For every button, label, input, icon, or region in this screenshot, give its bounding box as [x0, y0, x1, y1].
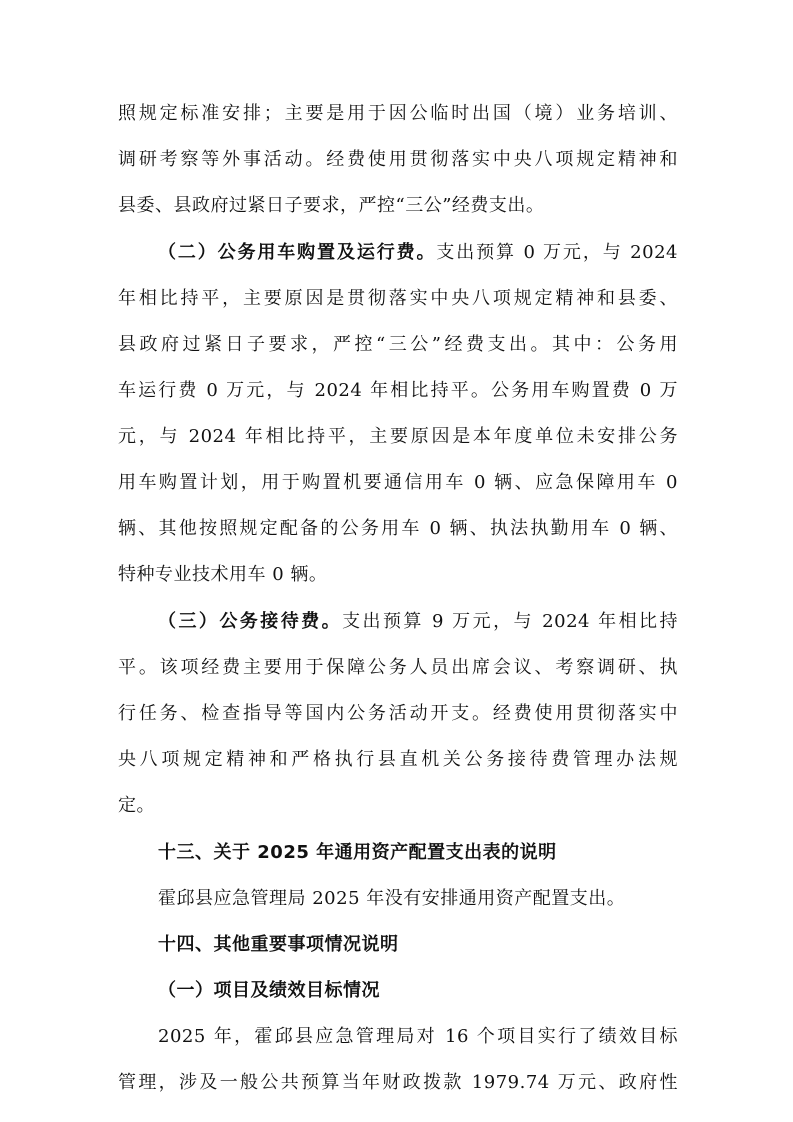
paragraph-line: 县政府过紧日子要求，严控“三公”经费支出。其中：公务用 — [118, 334, 678, 355]
paragraph-text: 支出预算 9 万元，与 2024 年相比持 — [342, 611, 679, 632]
section-14-subtitle: （一）项目及绩效目标情况 — [158, 980, 380, 1001]
paragraph-first-line — [118, 240, 678, 266]
paragraph-line: 调研考察等外事活动。经费使用贯彻落实中央八项规定精神和 — [118, 149, 678, 170]
paragraph-line: 管理，涉及一般公共预算当年财政拨款 1979.74 万元、政府性 — [118, 1072, 678, 1093]
paragraph-line: 行任务、检查指导等国内公务活动开支。经费使用贯彻落实中 — [118, 703, 678, 724]
paragraph-line: 央八项规定精神和严格执行县直机关公务接待费管理办法规 — [118, 749, 678, 770]
paragraph-line: 用车购置计划，用于购置机要通信用车 0 辆、应急保障用车 0 — [118, 472, 678, 493]
paragraph-line: 元，与 2024 年相比持平，主要原因是本年度单位未安排公务 — [118, 426, 678, 447]
paragraph-line: 辆、其他按照规定配备的公务用车 0 辆、执法执勤用车 0 辆、 — [118, 518, 678, 539]
section-13-title: 十三、关于 2025 年通用资产配置支出表的说明 — [158, 842, 557, 863]
paragraph-line: 2025 年，霍邱县应急管理局对 16 个项目实行了绩效目标 — [158, 1026, 678, 1047]
paragraph-line: 县委、县政府过紧日子要求，严控“三公”经费支出。 — [118, 195, 545, 216]
paragraph-line: 平。该项经费主要用于保障公务人员出席会议、考察调研、执 — [118, 657, 678, 678]
section-14-title: 十四、其他重要事项情况说明 — [158, 934, 399, 955]
paragraph-line: 车运行费 0 万元，与 2024 年相比持平。公务用车购置费 0 万 — [118, 380, 678, 401]
paragraph-line: 年相比持平，主要原因是贯彻落实中央八项规定精神和县委、 — [118, 288, 678, 309]
paragraph-text: 支出预算 0 万元，与 2024 — [436, 242, 678, 263]
section-heading-vehicle: （二）公务用车购置及运行费。 — [158, 242, 437, 263]
paragraph-line: 特种专业技术用车 0 辆。 — [118, 564, 328, 585]
paragraph-line: 定。 — [118, 795, 155, 816]
paragraph-first-line — [118, 609, 678, 635]
paragraph-line: 照规定标准安排；主要是用于因公临时出国（境）业务培训、 — [118, 103, 678, 124]
section-13-body: 霍邱县应急管理局 2025 年没有安排通用资产配置支出。 — [158, 888, 626, 909]
section-heading-reception: （三）公务接待费。 — [158, 611, 343, 632]
